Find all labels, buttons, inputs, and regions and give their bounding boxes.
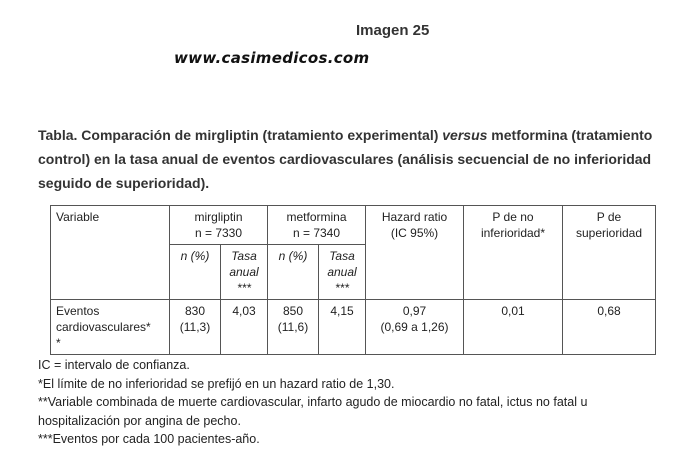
footnote: hospitalización por angina de pecho.: [38, 413, 241, 428]
subheader-met-n-pct: n (%): [268, 245, 319, 300]
subheader-mirg-tasa: Tasa anual ***: [221, 245, 268, 300]
table-header-row: [51, 206, 656, 245]
table-footnotes: [38, 356, 688, 449]
header-hazard-ratio: Hazard ratio (IC 95%): [366, 206, 464, 300]
subheader-met-tasa: Tasa anual ***: [319, 245, 366, 300]
results-table: [50, 205, 656, 355]
footnote: ***Eventos por cada 100 pacientes-año.: [38, 432, 260, 446]
header-variable: Variable: [51, 206, 170, 300]
image-label: Imagen 25: [356, 22, 430, 39]
cell-met-n: 850 (11,6): [268, 300, 319, 355]
caption-part-2: metformina (tratamiento control) en la tasa anual de eventos cardiovasculares (análisis secuencial de no inferioridad seguido de superioridad).: [38, 127, 653, 191]
cell-met-tasa: 4,15: [319, 300, 366, 355]
footnote: **Variable combinada de muerte cardiovascular, infarto agudo de miocardio no fatal, ictus no fatal u: [38, 395, 588, 409]
cell-mirg-tasa: 4,03: [221, 300, 268, 355]
header-p-no-inferioridad: P de no inferioridad*: [464, 206, 563, 300]
caption-versus: versus: [442, 127, 488, 143]
footnote: IC = intervalo de confianza.: [38, 358, 190, 372]
cell-p-superioridad: 0,68: [563, 300, 656, 355]
header-mirgliptin: mirgliptin n = 7330: [170, 206, 268, 245]
website-watermark: www.casimedicos.com: [174, 49, 370, 67]
cell-hazard-ratio: 0,97 (0,69 a 1,26): [366, 300, 464, 355]
table-row: [51, 300, 656, 355]
cell-p-no-inferioridad: 0,01: [464, 300, 563, 355]
header-metformina: metformina n = 7340: [268, 206, 366, 245]
caption-part-1: Tabla. Comparación de mirgliptin (tratamiento experimental): [38, 127, 443, 143]
cell-mirg-n: 830 (11,3): [170, 300, 221, 355]
header-p-superioridad: P de superioridad: [563, 206, 656, 300]
table-caption: [38, 123, 678, 195]
footnote: *El límite de no inferioridad se prefijó en un hazard ratio de 1,30.: [38, 376, 395, 391]
row-variable: Eventos cardiovasculares* *: [51, 300, 170, 355]
subheader-mirg-n-pct: n (%): [170, 245, 221, 300]
